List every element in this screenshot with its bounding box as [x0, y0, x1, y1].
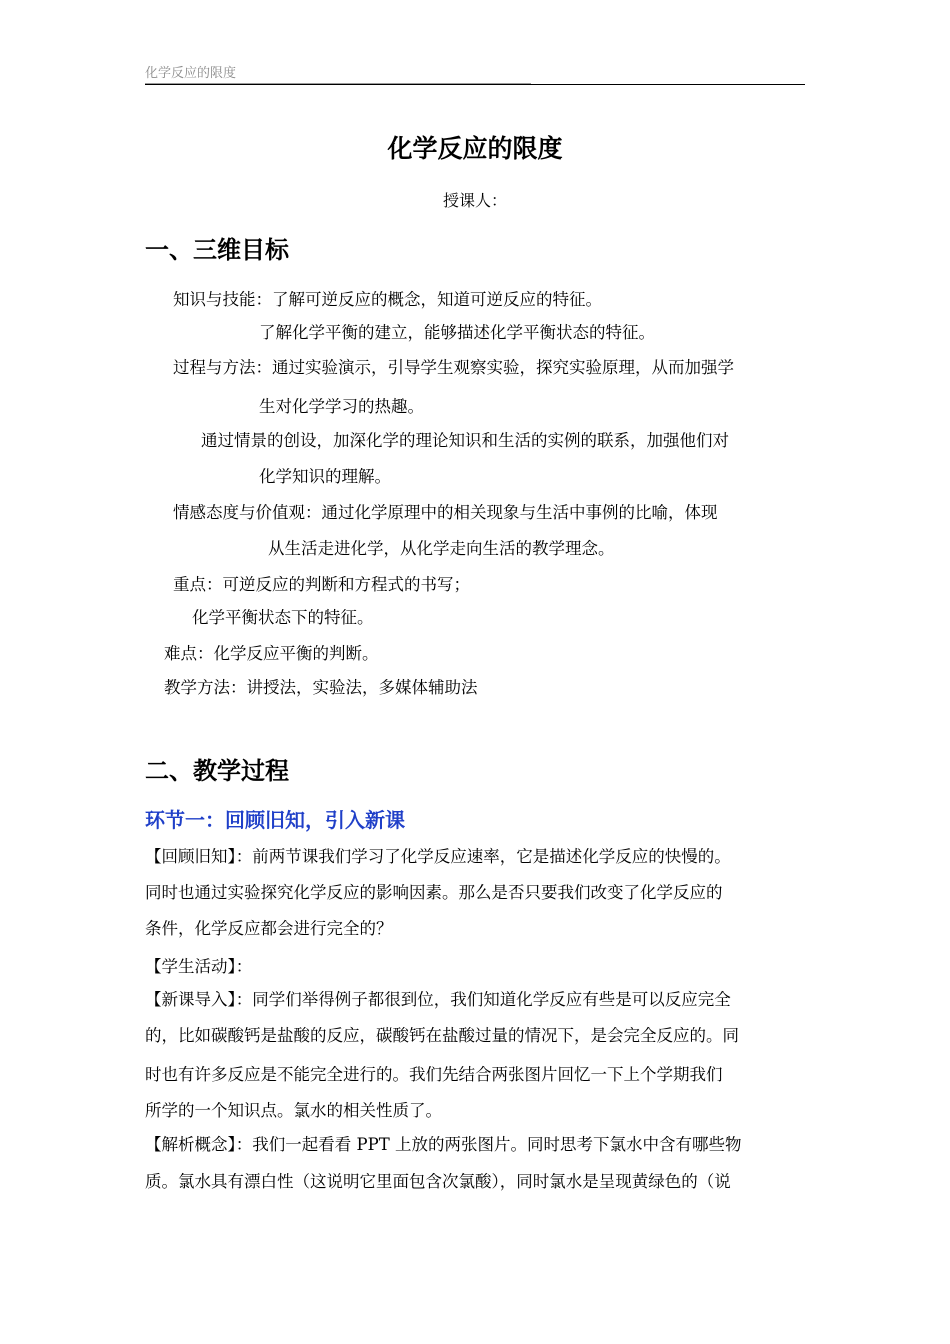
running-header: [145, 64, 805, 85]
process-line: 的，比如碳酸钙是盐酸的反应，碳酸钙在盐酸过量的情况下，是会完全反应的。同: [145, 1026, 739, 1045]
process-line: 【新课导入】：同学们举得例子都很到位，我们知道化学反应有些是可以反应完全: [145, 990, 731, 1009]
difficulty-line: 难点：化学反应平衡的判断。: [164, 644, 379, 663]
objective-line: 从生活走进化学，从化学走向生活的教学理念。: [268, 539, 615, 558]
key-point-line: 化学平衡状态下的特征。: [192, 608, 374, 627]
objective-line: 过程与方法：通过实验演示，引导学生观察实验，探究实验原理，从而加强学: [173, 358, 734, 377]
objective-line: 通过情景的创设，加深化学的理论知识和生活的实例的联系，加强他们对: [201, 431, 729, 450]
section-heading-objectives: 一、三维目标: [145, 236, 289, 264]
running-header-title: 化学反应的限度: [145, 66, 237, 81]
instructor-label: 授课人：: [442, 191, 507, 210]
section-heading-process: 二、教学过程: [145, 757, 289, 785]
objective-line: 化学知识的理解。: [259, 467, 391, 486]
subsection-heading: 环节一：回顾旧知，引入新课: [145, 808, 405, 832]
process-line: 【解析概念】：我们一起看看 PPT 上放的两张图片。同时思考下氯水中含有哪些物: [145, 1135, 742, 1154]
process-line: 时也有许多反应是不能完全进行的。我们先结合两张图片回忆一下上个学期我们: [145, 1065, 723, 1084]
process-line: 条件，化学反应都会进行完全的？: [145, 919, 393, 938]
objective-line: 生对化学学习的热趣。: [259, 397, 424, 416]
key-point-line: 重点：可逆反应的判断和方程式的书写；: [173, 575, 470, 594]
process-line: 同时也通过实验探究化学反应的影响因素。那么是否只要我们改变了化学反应的: [145, 883, 723, 902]
process-line: 【学生活动】：: [145, 957, 253, 976]
objective-line: 了解化学平衡的建立，能够描述化学平衡状态的特征。: [259, 323, 655, 342]
running-header-underline: [145, 83, 531, 84]
objective-line: 知识与技能：了解可逆反应的概念，知道可逆反应的特征。: [173, 290, 602, 309]
process-line: 所学的一个知识点。氯水的相关性质了。: [145, 1101, 442, 1120]
teaching-method-line: 教学方法：讲授法，实验法，多媒体辅助法: [164, 678, 478, 697]
document-title: 化学反应的限度: [387, 134, 563, 163]
objective-line: 情感态度与价值观：通过化学原理中的相关现象与生活中事例的比喻，体现: [173, 503, 718, 522]
process-line: 质。氯水具有漂白性（这说明它里面包含次氯酸），同时氯水是呈现黄绿色的（说: [145, 1172, 731, 1191]
process-line: 【回顾旧知】：前两节课我们学习了化学反应速率，它是描述化学反应的快慢的。: [145, 847, 731, 866]
